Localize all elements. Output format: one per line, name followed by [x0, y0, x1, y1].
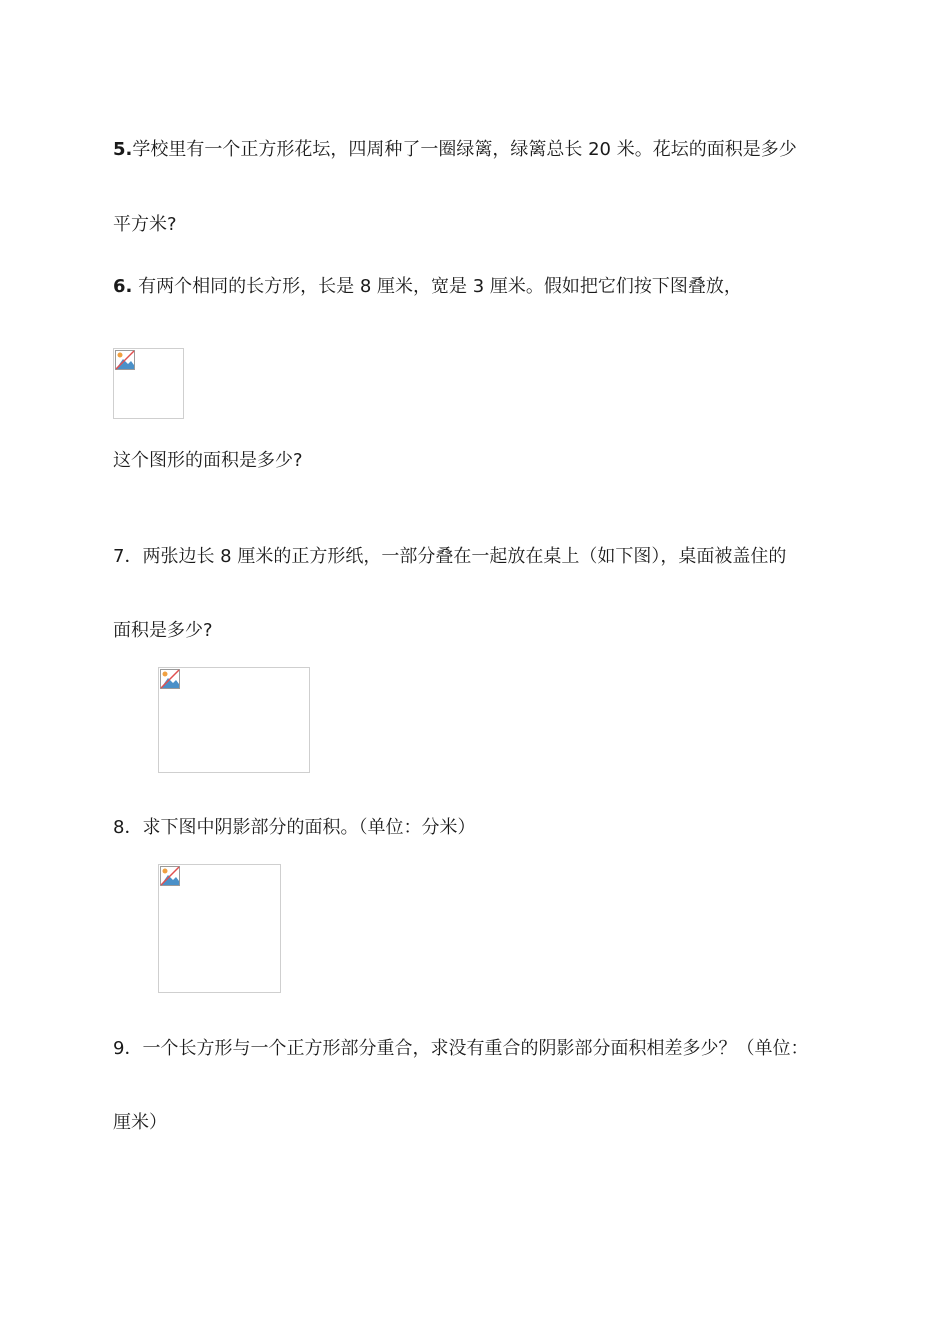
q5-number: 5.	[113, 139, 133, 160]
broken-image-icon	[160, 669, 180, 689]
q9-line-2: 厘米）	[113, 1112, 167, 1133]
q5-text-1: 学校里有一个正方形花坛，四周种了一圈绿篱，绿篱总长 20 米。花坛的面积是多少	[132, 139, 797, 160]
q6-line-2: 这个图形的面积是多少?	[113, 450, 303, 471]
q6-text-1: 有两个相同的长方形，长是 8 厘米，宽是 3 厘米。假如把它们按下图叠放，	[132, 276, 742, 297]
q7-line-2: 面积是多少?	[113, 620, 213, 641]
q8-figure-image	[158, 864, 281, 993]
broken-image-icon	[115, 350, 135, 370]
q5-line-1	[113, 138, 797, 162]
q7-line-1: 7．两张边长 8 厘米的正方形纸，一部分叠在一起放在桌上（如下图），桌面被盖住的	[113, 546, 787, 567]
q6-line-1	[113, 275, 742, 299]
q8-line-1: 8．求下图中阴影部分的面积。（单位：分米）	[113, 817, 476, 838]
q6-figure-image	[113, 348, 184, 419]
broken-image-icon	[160, 866, 180, 886]
q9-line-1: 9．一个长方形与一个正方形部分重合，求没有重合的阴影部分面积相差多少？（单位：	[113, 1038, 809, 1059]
q7-figure-image	[158, 667, 310, 773]
q5-line-2: 平方米?	[113, 214, 177, 235]
q6-number: 6.	[113, 276, 133, 297]
